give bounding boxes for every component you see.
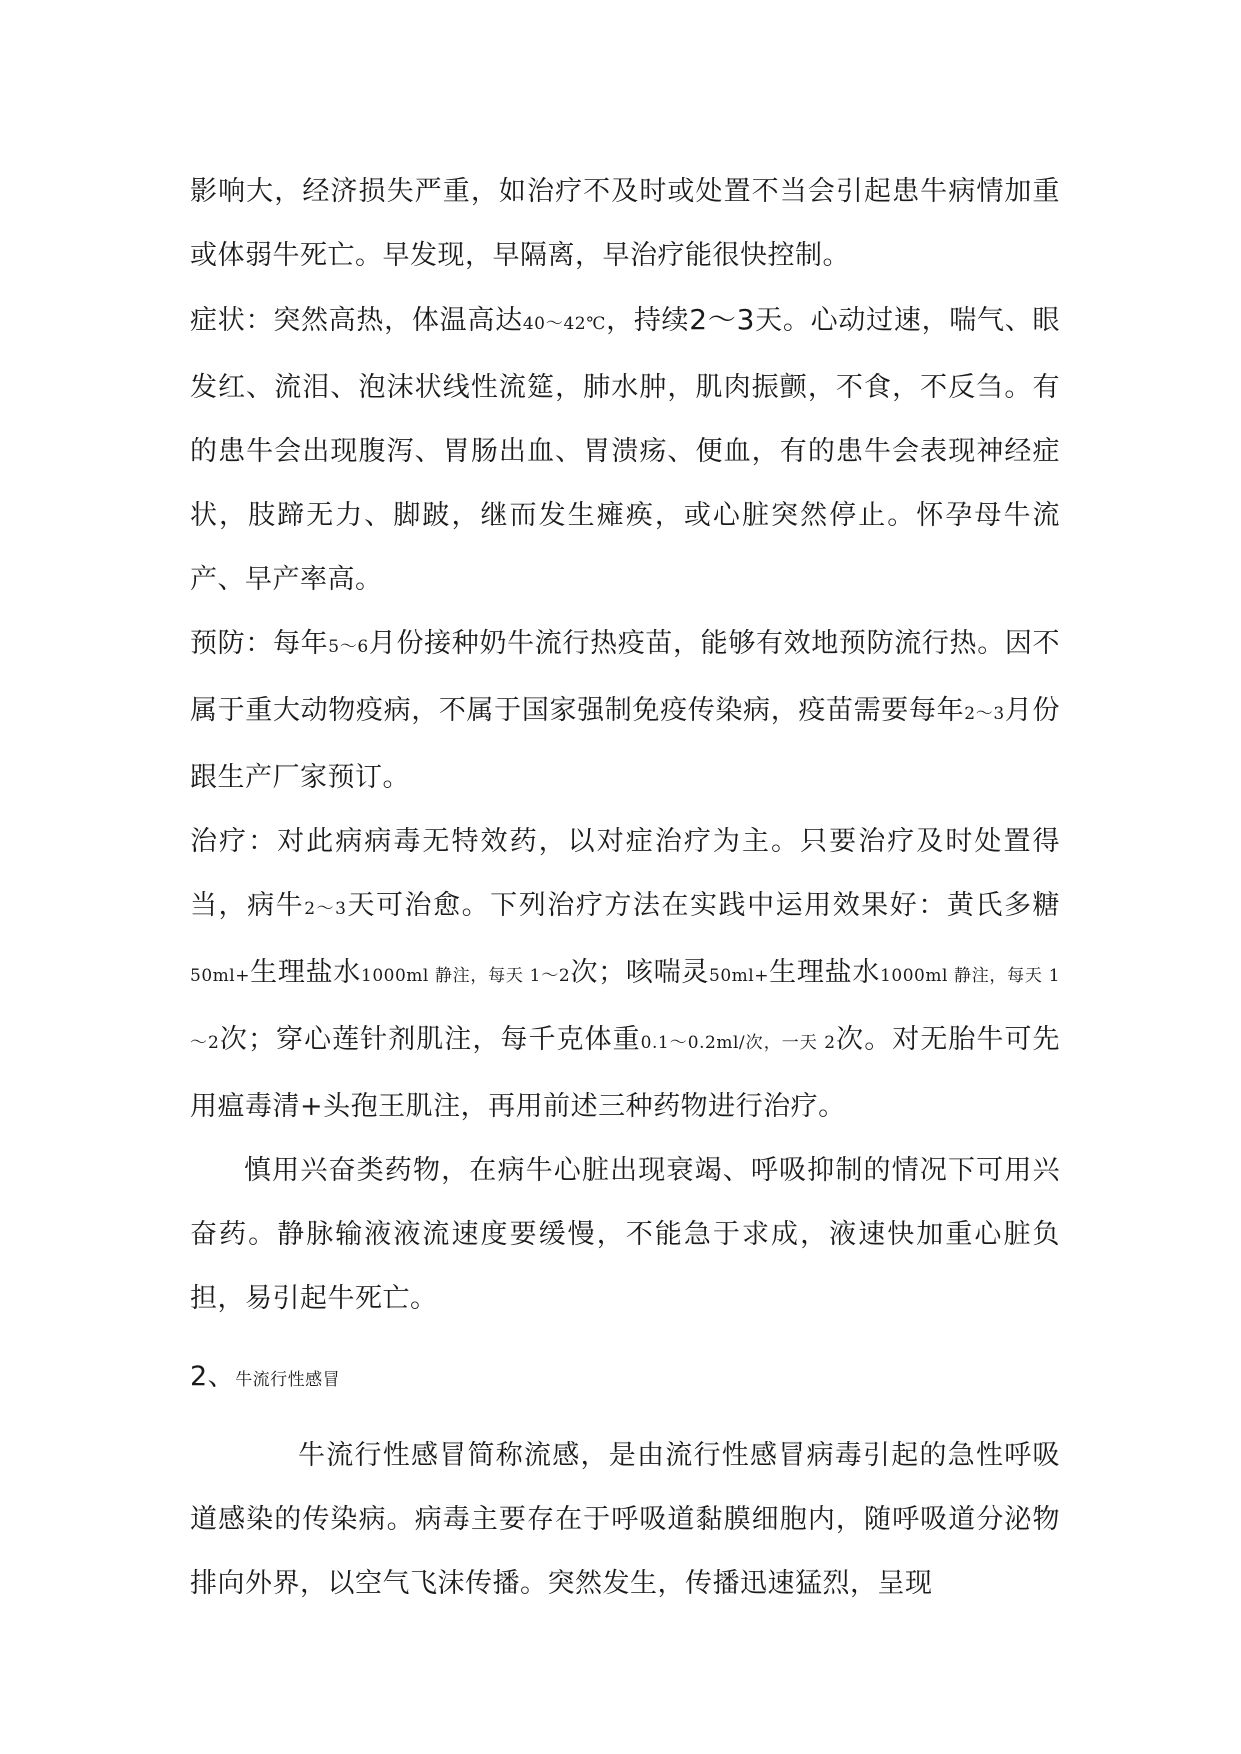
cure-days: 2～3: [304, 899, 347, 919]
text-run: 生理盐水: [768, 957, 881, 988]
paragraph-text: 慎用兴奋类药物，在病牛心脏出现衰竭、呼吸抑制的情况下可用兴奋药。静脉输液液流速度要缓慢，不能急于求成，液速快加重心脏负担，易引起牛死亡。: [190, 1155, 1060, 1314]
paragraph-treatment: [190, 810, 1060, 1139]
dose-amount: 1000ml 静注，每天 1～2: [361, 966, 571, 986]
paragraph-influenza: [190, 1424, 1060, 1616]
dose-amount: 50ml+: [709, 966, 769, 986]
duration-days: 2～3: [689, 303, 755, 336]
temperature-range: 40～42℃: [522, 314, 607, 334]
text-run: 预防：每年: [190, 628, 329, 659]
section-number: 2、: [190, 1361, 236, 1392]
text-run: 症状：突然高热，体温高达: [190, 305, 523, 336]
paragraph-caution: [190, 1139, 1060, 1331]
text-run: 次；穿心莲针剂肌注，每千克体重: [219, 1024, 641, 1055]
text-run: 天。心动过速，喘气、眼发红、流泪、泡沫状线性流筵，肺水肿，肌肉振颤，不食，不反刍。有的患牛会出现腹泻、胃肠出血、胃溃疡、便血，有的患牛会表现神经症状，肢蹄无力、脚跛，继而发生瘫痪，或心脏突然停止。怀孕母牛流产、早产率高。: [190, 305, 1061, 595]
text-run: ，持续: [606, 305, 690, 336]
text-run: 次。对无胎牛可先用瘟毒清+头孢王肌注，再用前述三种药物进行治疗。: [190, 1024, 1061, 1122]
text-run: 天可治愈。下列治疗方法在实践中运用效果好：黄氏多糖: [346, 890, 1061, 921]
text-run: 月份接种奶牛流行热疫苗，能够有效地预防流行热。因不属于重大动物疫病，不属于国家强制免疫传染病，疫苗需要每年: [190, 628, 1060, 726]
vaccination-months: 5～6: [328, 637, 369, 657]
document-body: [190, 160, 1060, 1616]
dose-amount: 0.1～0.2ml/次，一天 2: [640, 1033, 836, 1053]
text-run: 月份跟生产厂家预订。: [190, 695, 1061, 793]
dose-amount: 50ml+: [190, 966, 250, 986]
text-run: 次；咳喘灵: [570, 957, 710, 988]
paragraph-prevention: [190, 612, 1060, 810]
text-run: 治疗：对此病病毒无特效药，以对症治疗为主。只要治疗及时处置得当，病牛: [190, 826, 1060, 921]
order-months: 2～3: [964, 704, 1005, 724]
paragraph-impact: [190, 160, 1060, 288]
dose-amount: 1000ml 静注，每天 1～2: [190, 966, 1061, 1053]
section-heading: [190, 1345, 1060, 1412]
section-title: 牛流行性感冒: [235, 1370, 341, 1390]
text-run: 生理盐水: [249, 957, 362, 988]
paragraph-symptoms: [190, 288, 1060, 612]
paragraph-text: 影响大，经济损失严重，如治疗不及时或处置不当会引起患牛病情加重或体弱牛死亡。早发现，早隔离，早治疗能很快控制。: [190, 176, 1060, 271]
paragraph-text: 牛流行性感冒简称流感，是由流行性感冒病毒引起的急性呼吸道感染的传染病。病毒主要存在于呼吸道黏膜细胞内，随呼吸道分泌物排向外界，以空气飞沫传播。突然发生，传播迅速猛烈，呈现: [190, 1440, 1060, 1599]
